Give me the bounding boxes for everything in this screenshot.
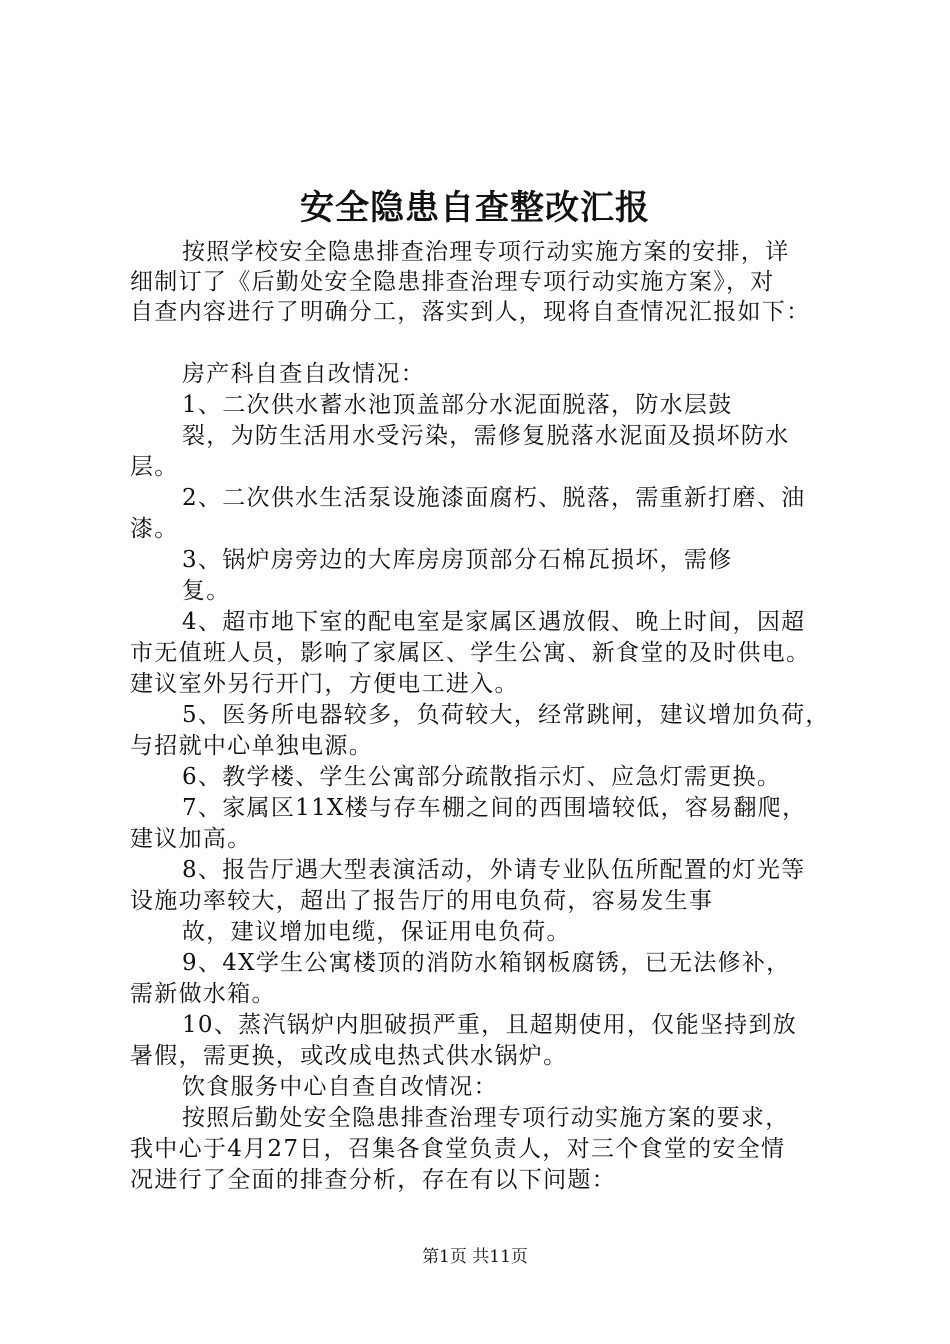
body-line: 3、锅炉房旁边的大库房房顶部分石棉瓦损坏，需修	[182, 547, 733, 573]
body-line: 需新做水箱。	[130, 981, 276, 1007]
body-line: 9、4X学生公寓楼顶的消防水箱钢板腐锈，已无法修补，	[182, 950, 791, 976]
page-footer: 第1页 共11页	[422, 1247, 528, 1267]
body-line: 按照后勤处安全隐患排查治理专项行动实施方案的要求，	[182, 1105, 790, 1131]
body-line: 市无值班人员，影响了家属区、学生公寓、新食堂的及时供电。	[130, 640, 811, 666]
body-line: 1、二次供水蓄水池顶盖部分水泥面脱落，防水层鼓	[182, 392, 733, 418]
section-heading: 饮食服务中心自查自改情况：	[182, 1074, 498, 1100]
body-line: 7、家属区11X楼与存车棚之间的西围墙较低，容易翻爬，	[182, 795, 807, 821]
body-line: 复。	[182, 578, 231, 604]
body-line: 自查内容进行了明确分工，落实到人，现将自查情况汇报如下：	[130, 299, 811, 325]
body-line: 按照学校安全隐患排查治理专项行动实施方案的安排，详	[182, 239, 790, 265]
body-line: 8、报告厅遇大型表演活动，外请专业队伍所配置的灯光等	[182, 857, 806, 883]
body-line: 2、二次供水生活泵设施漆面腐朽、脱落，需重新打磨、油	[182, 485, 806, 511]
body-line: 我中心于4月27日，召集各食堂负责人，对三个食堂的安全情	[130, 1136, 786, 1162]
body-line: 6、教学楼、学生公寓部分疏散指示灯、应急灯需更换。	[182, 764, 782, 790]
body-line: 故，建议增加电缆，保证用电负荷。	[182, 919, 571, 945]
body-line: 况进行了全面的排查分析，存在有以下问题：	[130, 1167, 616, 1193]
body-line: 4、超市地下室的配电室是家属区遇放假、晚上时间，因超	[182, 609, 806, 635]
body-line: 建议加高。	[130, 826, 252, 852]
body-line: 与招就中心单独电源。	[130, 733, 373, 759]
body-line: 细制订了《后勤处安全隐患排查治理专项行动实施方案》，对	[130, 269, 775, 295]
body-line: 层。	[130, 454, 179, 480]
body-line: 暑假，需更换，或改成电热式供水锅炉。	[130, 1043, 568, 1069]
section-heading: 房产科自查自改情况：	[182, 361, 425, 387]
body-line: 5、医务所电器较多，负荷较大，经常跳闸，建议增加负荷，	[182, 702, 830, 728]
document-title: 安全隐患自查整改汇报	[300, 188, 650, 228]
body-line: 漆。	[130, 516, 179, 542]
body-line: 裂，为防生活用水受污染，需修复脱落水泥面及损坏防水	[182, 423, 790, 449]
body-line: 设施功率较大，超出了报告厅的用电负荷，容易发生事	[130, 888, 714, 914]
body-line: 10、蒸汽锅炉内胆破损严重，且超期使用，仅能坚持到放	[182, 1012, 798, 1038]
body-line: 建议室外另行开门，方便电工进入。	[130, 671, 519, 697]
